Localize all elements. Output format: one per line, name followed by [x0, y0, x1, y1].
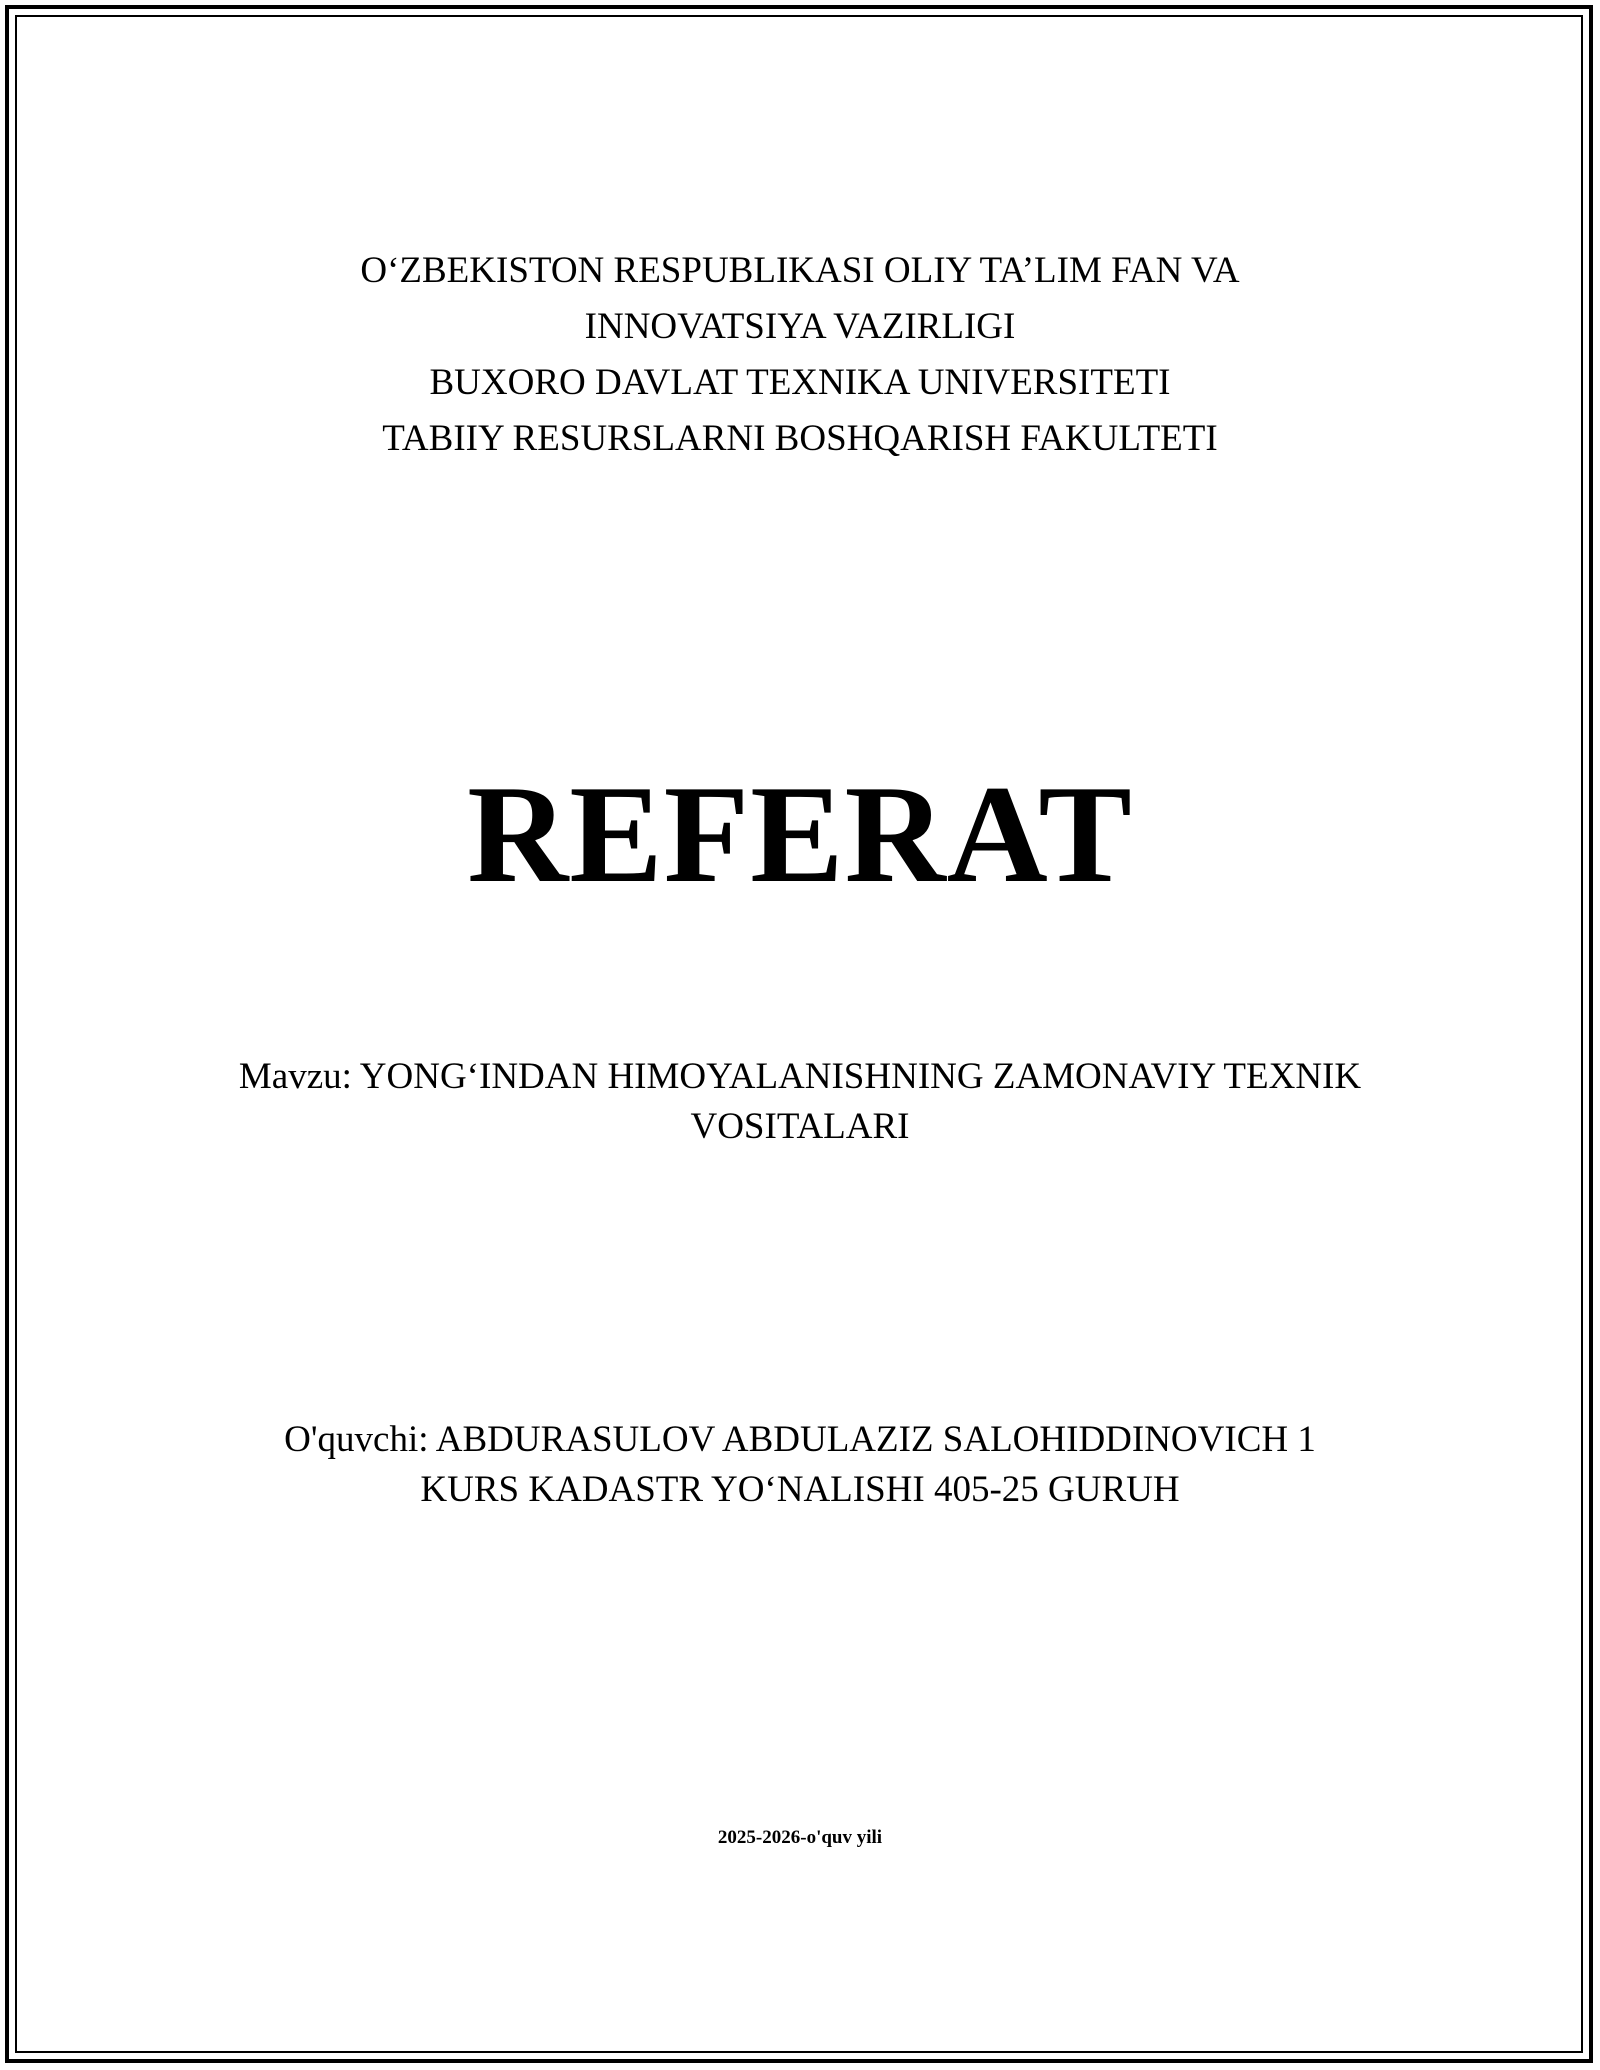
header-line: BUXORO DAVLAT TEXNIKA UNIVERSITETI	[429, 362, 1171, 403]
header-line: INNOVATSIYA VAZIRLIGI	[584, 306, 1016, 347]
academic-year: 2025-2026-o'quv yili	[717, 1827, 883, 1848]
student-line: O'quvchi: ABDURASULOV ABDULAZIZ SALOHIDDINOVICH 1	[284, 1419, 1316, 1460]
header-line: TABIIY RESURSLARNI BOSHQARISH FAKULTETI	[382, 418, 1218, 459]
document-title: REFERAT	[467, 757, 1133, 912]
topic-line: VOSITALARI	[690, 1106, 910, 1147]
student-line: KURS KADASTR YO‘NALISHI 405-25 GURUH	[420, 1469, 1180, 1510]
topic-block	[0, 1052, 1600, 1152]
institution-header	[0, 243, 1600, 467]
header-line: O‘ZBEKISTON RESPUBLIKASI OLIY TA’LIM FAN VA	[360, 250, 1240, 291]
topic-line: Mavzu: YONG‘INDAN HIMOYALANISHNING ZAMONAVIY TEXNIK	[238, 1056, 1362, 1097]
student-block	[0, 1415, 1600, 1515]
